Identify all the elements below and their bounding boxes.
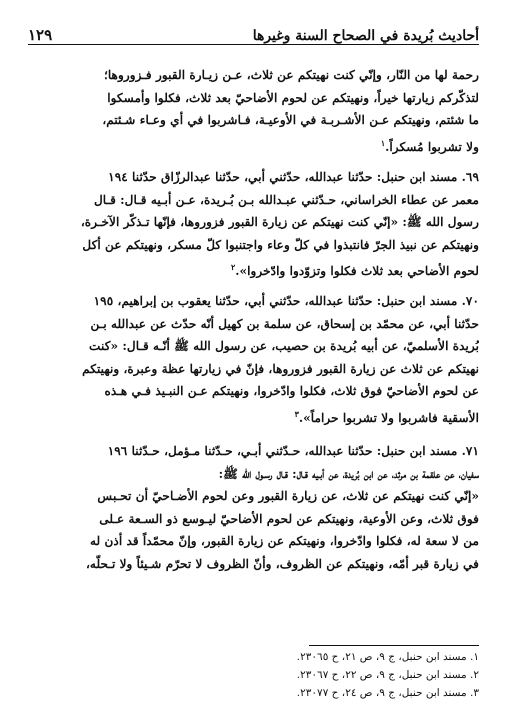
footnote-ref: ١ [380, 137, 386, 148]
text-line: فوق ثلاث، وعن الأوعية، ونهيتكم عن لحوم الأضاحيّ ليـوسع ذو السـعة عـلى [99, 511, 479, 526]
text-line: من لا سعة له، فكلوا وادّخروا، ونهيتكم عن زيارة القبور، وإنّ محمّداً قد أذن له [89, 534, 479, 548]
footnote-3: ٣. مسند ابن حنبل، ج ٩، ص ٢٤، ح ٢٣٠٧٧. [296, 687, 479, 699]
text-line-content: الأسقية فاشربوا ولا تشربوا حراماً». [298, 410, 479, 425]
text-line: معمر عن عطاء الخراساني، حـدّثني عبـدالله بـن بُـريدة، عـن أبـيه قـال: قـال [93, 192, 479, 207]
footnote-2: ٢. مسند ابن حنبل، ج ٩، ص ٢٢، ح ٢٣٠٦٧. [296, 669, 479, 681]
text-line: ونهيتكم عن نبيذ الجرّ فانتبذوا في كلّ وعاء واجتنبوا كلّ مسكر، ونهيتكم عن أكل [82, 237, 479, 252]
hadith-71 [28, 440, 479, 575]
text-line: رسول الله ﷺ: «إنّي كنت نهيتكم عن زيارة القبور فزوروها، فإنّها تـذكّر الآخـرة، [80, 215, 479, 229]
text-line: عن لحوم الأضاحيّ فوق ثلاث، فكلوا وادّخروا، ونهيتكم عـن النبـيذ فـي هـذه [104, 384, 479, 398]
text-line-content: لحوم الأضاحي بعد ثلاث فكلوا وتزوّدوا وادّخروا». [235, 264, 479, 279]
page-number: ١٢٩ [28, 26, 53, 44]
text-line [28, 132, 479, 159]
text-line [28, 403, 479, 430]
text-line [28, 256, 479, 283]
text-line: بُريدة الأسلميّ، عن أبيه بُريدة بن حصيب، عن رسول الله ﷺ أنّـه قـال: «كنت [89, 339, 479, 353]
running-header [28, 18, 479, 45]
footnote-ref: ٢ [230, 262, 236, 272]
paragraph-continuation [28, 64, 479, 158]
hadith-69 [28, 166, 479, 283]
text-line: لتذكّركم زيارتها خيراً، ونهيتكم عن لحوم الأضاحيّ بعد ثلاث، فكلوا وأمسكوا [107, 90, 479, 105]
text-line: سفيان، عن علقمة بن مرثد، عن ابن بُريدة، عن أبـيه قـال: قـال رسـول الله ﷺ: [218, 466, 479, 481]
running-title: أحاديث بُريدة في الصحاح السنة وغيرها [252, 28, 479, 44]
text-line: ٧١. مسند ابن حنبل: حدّثنا عبدالله، حـدّثني أبـي، حـدّثنا مـؤمل، حـدّثنا ١٩٦ [107, 444, 479, 458]
text-line: ما شئتم، ونهيتكم عـن الأشـربـة في الأوعيـة، فـاشربوا في أي وعـاء شـئتم، [102, 113, 479, 127]
text-line: في زيارة قبر أمّه، ونهيتكم عن الظروف، وأنّ الظروف لا تحرّم شـيئاً ولا تـحلّه، [86, 556, 479, 571]
text-line: ٧٠. مسند ابن حنبل: حدّثنا عبدالله، حدّثني أبي، حدّثنا يعقوب بن إبراهيم، ١٩٥ [93, 294, 479, 308]
footnote-separator [309, 645, 479, 646]
text-line: «إنّي كنت نهيتكم عن ثلاث، عن زيارة القبور وعن لحوم الأضـاحيّ أن تحـبس [97, 489, 479, 503]
text-line: رحمة لها من النّار، وإنّي كنت نهيتكم عن ثلاث، عـن زيـارة القبور فـزوروها؛ [103, 68, 479, 82]
text-line: حدّثنا أبي، عن محمّد بن إسحاق، عن سلمة بن كهيل أنّه حدّث عن عبدالله بـن [90, 316, 479, 331]
hadith-70 [28, 290, 479, 429]
text-line: ٦٩. مسند ابن حنبل: حدّثنا عبدالله، حدّثني أبي، حدّثنا عبدالرزّاق حدّثنا ١٩٤ [108, 170, 479, 184]
text-line-content: ولا تشربوا مُسكراً. [385, 139, 479, 154]
text-line: نهيتكم عن ثلاث عن زيارة القبور فزوروها، فإنّ في زيارتها عظة وعبرة، ونهيتكم [82, 361, 479, 376]
footnote-ref: ٣ [294, 408, 299, 419]
footnote-1: ١. مسند ابن حنبل، ج ٩، ص ٢١، ح ٢٣٠٦٥. [296, 651, 479, 663]
